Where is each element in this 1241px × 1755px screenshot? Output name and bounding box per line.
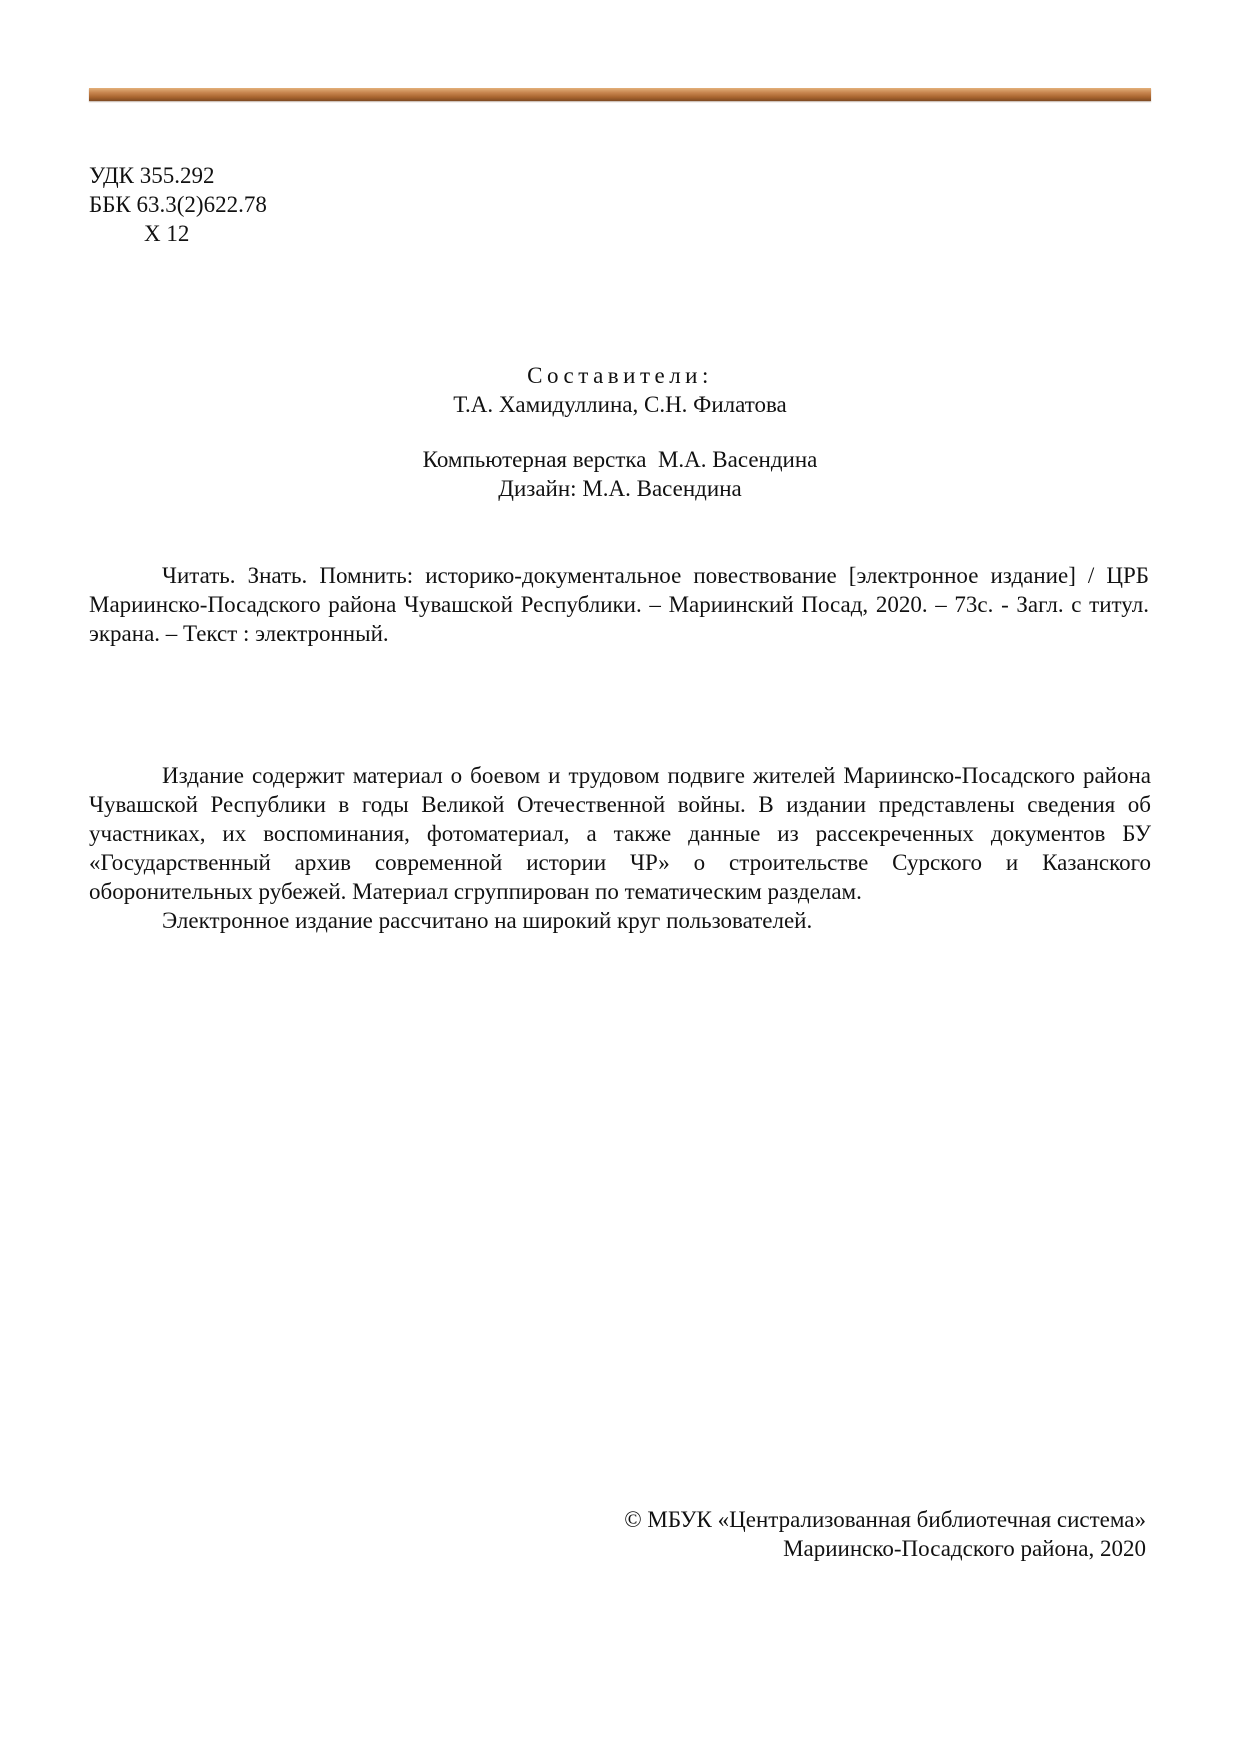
classification-block: [89, 161, 267, 248]
author-mark: Х 12: [144, 221, 190, 246]
compilers-names: Т.А. Хамидуллина, С.Н. Филатова: [453, 392, 787, 417]
compilers-heading: Составители:: [527, 363, 713, 388]
copyright-line: © МБУК «Централизованная библиотечная система»: [624, 1507, 1146, 1532]
credits-block: [89, 445, 1151, 503]
layout-credit: Компьютерная верстка М.А. Васендина: [422, 447, 818, 472]
compilers-block: [89, 361, 1151, 419]
bbk-code: ББК 63.3(2)622.78: [89, 192, 267, 217]
bibliographic-record-text: Читать. Знать. Помнить: историко-документальное повествование [электронное издание] / ЦРБ Мариинско-Посадского района Чувашской Республики. – Мариинский Посад, 2020. – 73с. - Загл. с титул. экрана. – Текст : электронный.: [89, 563, 1149, 646]
annotation-paragraph: Электронное издание рассчитано на широкий круг пользователей.: [162, 908, 813, 933]
bibliographic-record: [89, 561, 1149, 648]
copyright-line: Мариинско-Посадского района, 2020: [783, 1536, 1146, 1561]
udk-code: УДК 355.292: [89, 163, 215, 188]
copyright-block: [624, 1505, 1146, 1563]
annotation-paragraph: Издание содержит материал о боевом и трудовом подвиге жителей Мариинско-Посадского района Чувашской Республики в годы Великой Отечественной войны. В издании представлены сведения об участниках, их воспоминания, фотоматериал, а также данные из рассекреченных документов БУ «Государственный архив современной истории ЧР» о строительстве Сурского и Казанского оборонительных рубежей. Материал сгруппирован по тематическим разделам.: [89, 763, 1151, 904]
decorative-top-rule: [89, 88, 1151, 101]
design-credit: Дизайн: М.А. Васендина: [498, 476, 742, 501]
annotation-block: [89, 761, 1151, 935]
